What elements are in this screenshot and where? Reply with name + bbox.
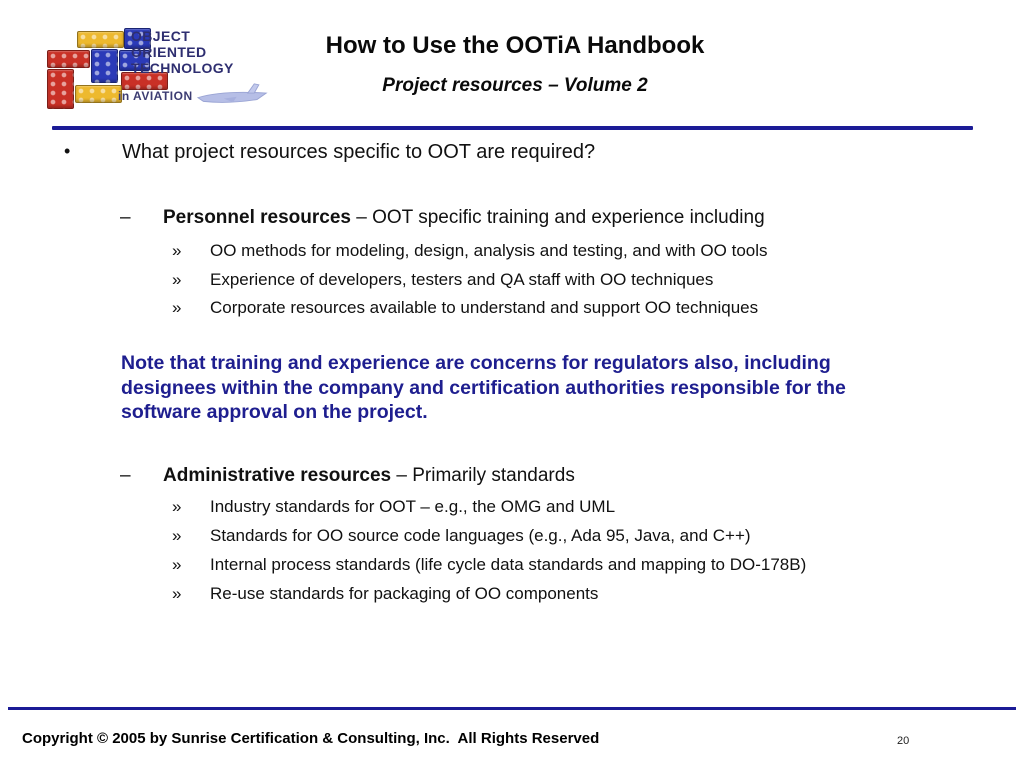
dash-marker: – [120, 207, 131, 228]
brick-yellow-top [77, 31, 124, 48]
page-number: 20 [897, 735, 910, 747]
chevron-marker: » [172, 526, 182, 545]
personnel-item-1-text: OO methods for modeling, design, analysis and testing, and with OO tools [210, 241, 768, 260]
administrative-heading-rest: – Primarily standards [391, 465, 575, 486]
bullet-personnel-heading [0, 207, 1004, 229]
copyright-text: Copyright © 2005 by Sunrise Certification & Consulting, Inc. All Rights Reserved [22, 730, 600, 747]
company-logo [46, 26, 256, 112]
logo-line-oriented: ORIENTED [131, 44, 207, 60]
header [230, 32, 800, 97]
personnel-item-1 [0, 241, 1004, 261]
bullet-marker-level1: • [64, 141, 71, 161]
administrative-heading-text [163, 465, 1004, 487]
administrative-item-3-text: Internal process standards (life cycle data standards and mapping to DO-178B) [210, 555, 807, 574]
footer-divider [8, 707, 1016, 710]
chevron-marker: » [172, 298, 182, 317]
administrative-item-4 [0, 584, 1004, 604]
header-divider [52, 126, 973, 130]
note-paragraph: Note that training and experience are concerns for regulators also, including designees within the company and certification authorities responsible for the software approval on the project. [121, 352, 846, 423]
administrative-item-4-text: Re-use standards for packaging of OO components [210, 584, 599, 603]
personnel-item-3 [0, 298, 1004, 318]
chevron-marker: » [172, 497, 182, 516]
chevron-marker: » [172, 584, 182, 603]
personnel-item-3-text: Corporate resources available to understand and support OO techniques [210, 298, 759, 317]
personnel-item-2 [0, 270, 1004, 290]
brick-red-bottom-left [47, 69, 74, 109]
administrative-item-2 [0, 526, 1004, 546]
administrative-item-1-text: Industry standards for OOT – e.g., the OMG and UML [210, 497, 616, 516]
personnel-heading-bold: Personnel resources [163, 207, 351, 228]
slide-subtitle: Project resources – Volume 2 [382, 75, 648, 96]
bullet-question [0, 141, 1004, 164]
logo-line-technology: TECHNOLOGY [131, 60, 234, 76]
logo-wordmark [131, 28, 234, 76]
bullet-question-text: What project resources specific to OOT are required? [122, 141, 596, 163]
slide-title: How to Use the OOTiA Handbook [325, 32, 705, 59]
chevron-marker: » [172, 555, 182, 574]
chevron-marker: » [172, 241, 182, 260]
logo-line-object: OBJECT [131, 28, 191, 44]
chevron-marker: » [172, 270, 182, 289]
brick-red-left [47, 50, 90, 68]
brick-yellow-bottom [75, 85, 122, 103]
administrative-heading-bold: Administrative resources [163, 465, 392, 486]
personnel-item-2-text: Experience of developers, testers and QA staff with OO techniques [210, 270, 714, 289]
administrative-item-3 [0, 555, 1004, 575]
personnel-heading-rest: – OOT specific training and experience including [350, 207, 765, 228]
logo-line-aviation: in AVIATION [118, 89, 193, 103]
administrative-item-1 [0, 497, 1004, 517]
personnel-heading-text [163, 207, 1004, 229]
bullet-administrative-heading [0, 465, 1004, 487]
dash-marker: – [120, 465, 131, 486]
administrative-item-2-text: Standards for OO source code languages (e.g., Ada 95, Java, and C++) [210, 526, 751, 545]
brick-blue-middle [91, 49, 118, 83]
